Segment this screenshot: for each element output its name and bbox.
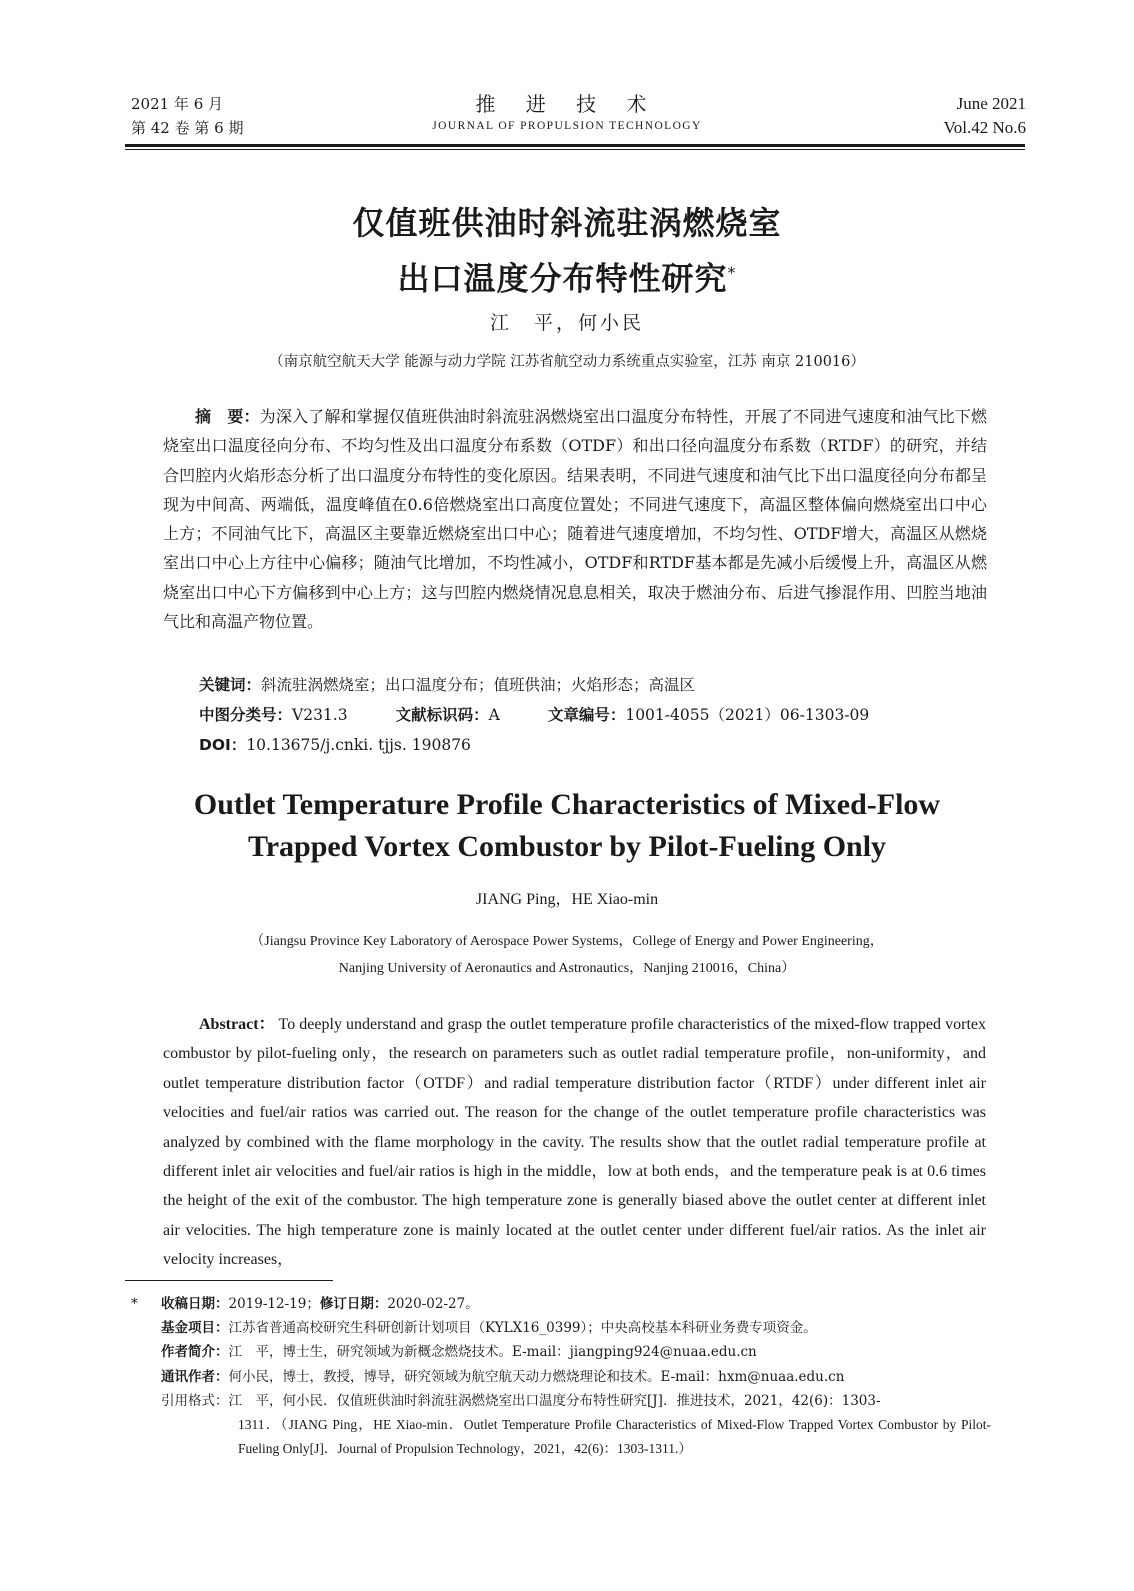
paper-title-cn xyxy=(0,198,1134,304)
authors-en: JIANG Ping，HE Xiao-min xyxy=(475,891,659,908)
classification-line xyxy=(199,703,979,725)
abstract-en xyxy=(163,1010,986,1275)
header-date-en: June 2021 xyxy=(956,94,1026,113)
footnote-corresponding xyxy=(131,1365,991,1389)
footnote-star: * xyxy=(131,1296,138,1312)
abstract-cn-text: 为深入了解和掌握仅值班供油时斜流驻涡燃烧室出口温度分布特性，开展了不同进气速度和油气比下燃烧室出口温度径向分布、不均匀性及出口温度分布系数（OTDF）和出口径向温度分布系数（RTDF）的研究，并结合凹腔内火焰形态分析了出口温度分布特性的变化原因。结果表明，不同进气速度和油气比下出口温度径向分布都呈现为中间高、两端低，温度峰值在0.6倍燃烧室出口高度位置处；不同进气速度下，高温区整体偏向燃烧室出口中心上方；不同油气比下，高温区主要靠近燃烧室出口中心；随着进气速度增加，不均匀性、OTDF增大，高温区从燃烧室出口中心上方往中心偏移；随油气比增加，不均性减小，OTDF和RTDF基本都是先减小后缓慢上升，高温区从燃烧室出口中心下方偏移到中心上方；这与凹腔内燃烧情况息息相关，取决于燃油分布、后进气掺混作用、凹腔当地油气比和高温产物位置。 xyxy=(163,407,987,632)
clc-label: 中图分类号： xyxy=(199,706,293,724)
journal-name-cn: 推 进 技 术 xyxy=(475,92,659,116)
footnote-funding xyxy=(131,1316,991,1340)
abstract-cn xyxy=(163,402,987,636)
header-rule-thick xyxy=(125,144,1025,147)
clc-number xyxy=(199,703,348,725)
corresponding-value: 何小民，博士，教授，博导，研究领域为航空航天动力燃烧理论和技术。E-mail：hxm@nuaa.edu.cn xyxy=(228,1368,845,1385)
keywords-cn xyxy=(199,673,695,695)
footnote-dates xyxy=(131,1292,991,1316)
funding-value: 江苏省普通高校研究生科研创新计划项目（KYLX16_0399）；中央高校基本科研业务费专项资金。 xyxy=(228,1320,817,1337)
revised-value: 2020-02-27。 xyxy=(387,1296,479,1312)
header-volume-cn: 第 42 卷 第 6 期 xyxy=(131,119,244,137)
journal-name-en: JOURNAL OF PROPULSION TECHNOLOGY xyxy=(432,120,702,132)
footnote-citation xyxy=(131,1389,991,1462)
art-label: 文章编号： xyxy=(547,706,626,724)
title-en-line1: Outlet Temperature Profile Characteristics of Mixed-Flow xyxy=(193,788,941,821)
header-issue-info-en xyxy=(944,92,1026,140)
abstract-en-text: To deeply understand and grasp the outlet temperature profile characteristics of the mixed-flow trapped vortex combustor by pilot-fueling only，the research on parameters such as outlet radial temperature profile，non-uniformity，and outlet temperature distribution factor（OTDF）and radial temperature distribution factor（RTDF）under different inlet air velocities and fuel/air ratios was carried out. The reason for the change of the outlet temperature profile characteristics was analyzed by combined with the flame morphology in the cavity. The results show that the outlet radial temperature profile at different inlet air velocities and fuel/air ratios is high in the middle，low at both ends，and the temperature peak is at 0.6 times the height of the exit of the combustor. The high temperature zone is generally biased above the outlet center at different inlet air velocities. The high temperature zone is mainly located at the outlet center under different fuel/air ratios. As the inlet air velocity increases， xyxy=(163,1016,987,1269)
clc-value: V231.3 xyxy=(292,706,348,724)
doi-value[interactable]: 10.13675/j.cnki. tjjs. 190876 xyxy=(246,736,471,754)
received-label: 收稿日期： xyxy=(161,1296,229,1312)
affiliation-en-line2: Nanjing University of Aeronautics and Astronautics，Nanjing 210016，China） xyxy=(338,961,796,976)
header-volume-en: Vol.42 No.6 xyxy=(943,118,1026,137)
footnotes xyxy=(131,1292,991,1461)
authors-cn: 江 平，何小民 xyxy=(489,312,644,334)
doc-value: A xyxy=(488,706,500,724)
art-value: 1001-4055（2021）06-1303-09 xyxy=(625,706,870,724)
citation-en: 1311．（JIANG Ping，HE Xiao-min．Outlet Temperature Profile Characteristics of Mixed-Flow Trapped Vortex Combustor by Pilot-Fueling Only[J]．Journal of Propulsion Technology，2021，42(6)：1303-1311.） xyxy=(238,1417,991,1457)
keywords-cn-label: 关键词： xyxy=(199,676,262,694)
article-number xyxy=(548,703,869,725)
affiliation-en-line1: （Jiangsu Province Key Laboratory of Aerospace Power Systems，College of Energy and Power Engineering， xyxy=(250,934,884,949)
affiliation-cn: （南京航空航天大学 能源与动力学院 江苏省航空动力系统重点实验室，江苏 南京 210016） xyxy=(269,354,865,370)
corresponding-label: 通讯作者： xyxy=(161,1368,229,1385)
author-bio-value: 江 平，博士生，研究领域为新概念燃烧技术。E-mail：jiangping924@nuaa.edu.cn xyxy=(228,1344,757,1361)
funding-label: 基金项目： xyxy=(161,1320,229,1337)
keywords-cn-text: 斜流驻涡燃烧室；出口温度分布；值班供油；火焰形态；高温区 xyxy=(261,676,696,694)
received-value: 2019-12-19； xyxy=(228,1296,320,1312)
title-footnote-mark: * xyxy=(727,263,737,282)
abstract-en-label: Abstract： xyxy=(199,1016,275,1033)
title-cn-line1: 仅值班供油时斜流驻涡燃烧室 xyxy=(352,204,782,242)
title-cn-line2: 出口温度分布特性研究* xyxy=(397,259,737,298)
revised-label: 修订日期： xyxy=(319,1296,388,1312)
header-date-cn: 2021 年 6 月 xyxy=(131,95,224,113)
doi-label: DOI： xyxy=(199,736,247,754)
author-bio-label: 作者简介： xyxy=(161,1344,229,1361)
footnote-rule xyxy=(125,1280,333,1281)
header-rule-thin xyxy=(125,149,1025,150)
title-en-line2: Trapped Vortex Combustor by Pilot-Fueling Only xyxy=(247,830,887,863)
affiliation-en xyxy=(0,928,1134,982)
doc-label: 文献标识码： xyxy=(395,706,489,724)
abstract-cn-label: 摘 要： xyxy=(195,407,260,426)
footnote-author-bio xyxy=(131,1340,991,1364)
doi-line xyxy=(199,733,471,755)
paper-title-en xyxy=(0,784,1134,868)
document-code xyxy=(396,703,500,725)
citation-cn: 江 平，何小民．仅值班供油时斜流驻涡燃烧室出口温度分布特性研究[J]．推进技术，2021，42(6)：1303- xyxy=(228,1392,881,1409)
citation-label: 引用格式： xyxy=(161,1392,229,1409)
